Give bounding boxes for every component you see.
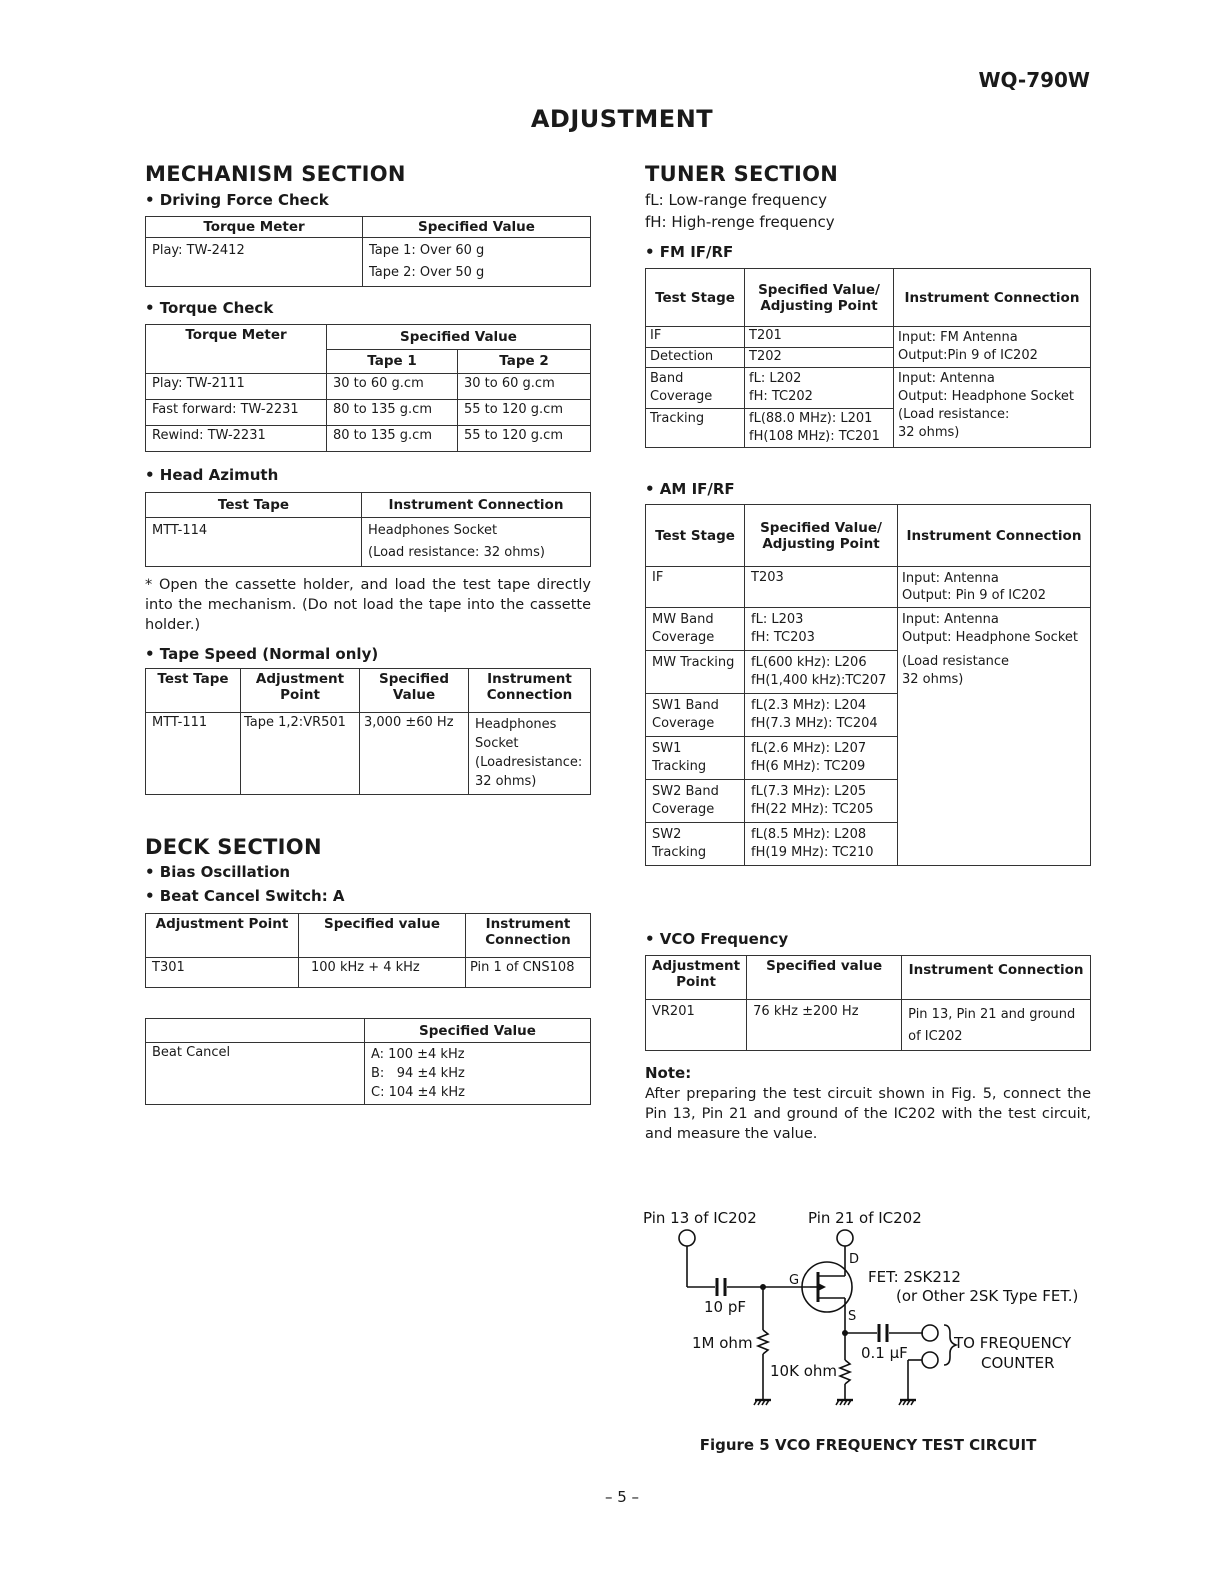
counter-terminal-2 xyxy=(922,1352,938,1368)
junction-dot xyxy=(760,1284,766,1290)
cell: SW1 Band Coverage xyxy=(646,694,745,737)
conn-cell xyxy=(894,327,1091,368)
conn-cell xyxy=(362,518,591,567)
value-tape1: Tape 1: Over 60 g xyxy=(369,243,485,258)
beat-cancel-label: Beat Cancel xyxy=(146,1043,365,1105)
head-azimuth-table xyxy=(145,492,591,567)
res1-label: 1M ohm xyxy=(692,1334,753,1352)
driving-force-table xyxy=(145,216,591,287)
col-test-tape: Test Tape xyxy=(146,669,241,713)
cell: Tracking xyxy=(646,409,745,448)
cell: T202 xyxy=(745,347,894,368)
source-label: S xyxy=(848,1309,857,1324)
col-specified-value: Specified value xyxy=(747,956,902,1000)
cell: SW2 Tracking xyxy=(646,823,745,866)
point-line: fH(108 MHz): TC201 xyxy=(749,429,880,444)
conn-cell xyxy=(898,608,1091,866)
value-c: C: 104 ±4 kHz xyxy=(371,1085,465,1100)
point-line: fH(7.3 MHz): TC204 xyxy=(751,716,878,731)
drain-label: D xyxy=(849,1252,860,1267)
cap1-label: 10 pF xyxy=(704,1298,747,1316)
col-specified-value: Specified Value/ Adjusting Point xyxy=(745,505,898,567)
fl-definition: fL: Low-range frequency xyxy=(645,191,828,209)
conn-line: Output: Headphone Socket xyxy=(898,389,1074,404)
pin21-terminal xyxy=(837,1230,853,1246)
cell xyxy=(745,368,894,409)
table-row xyxy=(646,567,1091,608)
conn-line: Input: Antenna xyxy=(898,371,995,386)
table-row xyxy=(146,400,591,426)
blank-header xyxy=(146,1019,365,1043)
point-line: fH: TC202 xyxy=(749,389,813,404)
tuner-section-title: TUNER SECTION xyxy=(645,162,839,186)
point-line: fL(2.6 MHz): L207 xyxy=(751,741,867,756)
point-line: fH(6 MHz): TC209 xyxy=(751,759,866,774)
cap2-label: 0.1 μF xyxy=(861,1344,908,1362)
cell: 80 to 135 g.cm xyxy=(327,400,458,426)
conn-line: of IC202 xyxy=(908,1029,963,1044)
conn-line: Input: Antenna xyxy=(902,571,999,586)
col-test-stage: Test Stage xyxy=(646,505,745,567)
vco-test-circuit xyxy=(640,1200,1110,1430)
vco-table xyxy=(645,955,1091,1051)
cell: 55 to 120 g.cm xyxy=(458,400,591,426)
point-line: fH(1,400 kHz):TC207 xyxy=(751,673,887,688)
cell: T201 xyxy=(745,327,894,348)
note-text: After preparing the test circuit shown in Fig. 5, connect the Pin 13, Pin 21 and ground of the IC202 with the test circuit, and measure the value. xyxy=(645,1086,1091,1142)
col-instrument-connection: Instrument Connection xyxy=(466,914,591,958)
fh-definition: fH: High-renge frequency xyxy=(645,213,835,231)
point-line: fL(600 kHz): L206 xyxy=(751,655,867,670)
cell: T301 xyxy=(146,958,299,988)
conn-line: Pin 13, Pin 21 and ground xyxy=(908,1007,1076,1022)
value-cell: 3,000 ±60 Hz xyxy=(360,713,469,795)
tape-speed-heading: • Tape Speed (Normal only) xyxy=(145,645,379,663)
col-adjustment-point: Adjustment Point xyxy=(241,669,360,713)
col-torque-meter: Torque Meter xyxy=(146,217,363,238)
conn-cell xyxy=(902,1000,1091,1051)
conn-line: 32 ohms) xyxy=(898,425,960,440)
col-tape1: Tape 1 xyxy=(327,349,458,374)
azimuth-note: * Open the cassette holder, and load the test tape directly into the mechanism. (Do not load the tape into the cassette holder.) xyxy=(145,577,591,633)
beat-cancel-table xyxy=(145,1018,591,1105)
beat-cancel-switch-heading: • Beat Cancel Switch: A xyxy=(145,887,345,905)
cell: 55 to 120 g.cm xyxy=(458,426,591,452)
model-number: WQ-790W xyxy=(978,68,1090,92)
conn-line: Output: Headphone Socket xyxy=(902,630,1078,645)
col-specified-value: Specified Value xyxy=(363,217,591,238)
pin13-label: Pin 13 of IC202 xyxy=(643,1209,757,1227)
col-instrument-connection: Instrument Connection xyxy=(894,269,1091,327)
mechanism-section-title: MECHANISM SECTION xyxy=(145,162,406,186)
cell: T203 xyxy=(745,567,898,608)
fet-label: FET: 2SK212 xyxy=(868,1268,961,1286)
gate-arrow xyxy=(818,1283,826,1291)
gate-label: G xyxy=(789,1273,800,1288)
cell: 100 kHz + 4 kHz xyxy=(299,958,466,988)
cell: MW Tracking xyxy=(646,651,745,694)
fm-ifrf-heading: • FM IF/RF xyxy=(645,243,734,261)
conn-line: (Load resistance xyxy=(902,654,1010,669)
col-torque-meter: Torque Meter xyxy=(146,325,327,374)
conn-line: Input: Antenna xyxy=(902,612,999,627)
value-tape2: Tape 2: Over 50 g xyxy=(369,265,485,280)
col-instrument-connection: Instrument Connection xyxy=(902,956,1091,1000)
pin13-terminal xyxy=(679,1230,695,1246)
point-line: fH(19 MHz): TC210 xyxy=(751,845,874,860)
cell: MW Band Coverage xyxy=(646,608,745,651)
cell: IF xyxy=(646,327,745,348)
res2-label: 10K ohm xyxy=(770,1362,837,1380)
col-specified-value: Specified value xyxy=(299,914,466,958)
cell: Detection xyxy=(646,347,745,368)
conn-line: Input: FM Antenna xyxy=(898,330,1018,345)
col-tape2: Tape 2 xyxy=(458,349,591,374)
counter-label-2: COUNTER xyxy=(981,1354,1055,1372)
table-row xyxy=(646,368,1091,409)
col-specified-value: Specified Value xyxy=(360,669,469,713)
value-b: B: 94 ±4 kHz xyxy=(371,1066,465,1081)
cell xyxy=(745,694,898,737)
bias-oscillation-heading: • Bias Oscillation xyxy=(145,863,291,881)
table-row xyxy=(146,374,591,400)
point-cell: Tape 1,2:VR501 xyxy=(241,713,360,795)
conn-cell xyxy=(898,567,1091,608)
value-a: A: 100 ±4 kHz xyxy=(371,1047,465,1062)
torque-check-table xyxy=(145,324,591,452)
page-number: – 5 – xyxy=(604,1488,640,1506)
conn-cell: Headphones Socket (Loadresistance: 32 ohms) xyxy=(469,713,591,795)
cell: SW1 Tracking xyxy=(646,737,745,780)
col-test-stage: Test Stage xyxy=(646,269,745,327)
col-specified-value: Specified Value xyxy=(365,1019,591,1043)
point-line: fL: L203 xyxy=(751,612,804,627)
point-line: fL: L202 xyxy=(749,371,802,386)
counter-terminal-1 xyxy=(922,1325,938,1341)
conn-line: (Load resistance: xyxy=(898,407,1010,422)
point-line: fH: TC203 xyxy=(751,630,815,645)
cell xyxy=(745,409,894,448)
deck-section-title: DECK SECTION xyxy=(145,835,322,859)
value-cell xyxy=(363,238,591,287)
point-line: fL(7.3 MHz): L205 xyxy=(751,784,867,799)
figure-caption: Figure 5 VCO FREQUENCY TEST CIRCUIT xyxy=(699,1436,1037,1454)
meter-cell: Play: TW-2412 xyxy=(146,238,363,287)
point-line: fH(22 MHz): TC205 xyxy=(751,802,874,817)
cell xyxy=(745,651,898,694)
cell: VR201 xyxy=(646,1000,747,1051)
cell: 76 kHz ±200 Hz xyxy=(747,1000,902,1051)
col-specified-value: Specified Value/ Adjusting Point xyxy=(745,269,894,327)
cell: Band Coverage xyxy=(646,368,745,409)
page-title: ADJUSTMENT xyxy=(530,105,714,133)
junction-dot xyxy=(842,1330,848,1336)
note-title: Note: xyxy=(645,1064,692,1082)
col-instrument-connection: Instrument Connection xyxy=(469,669,591,713)
fet-alt-label: (or Other 2SK Type FET.) xyxy=(896,1287,1079,1305)
col-instrument-connection: Instrument Connection xyxy=(898,505,1091,567)
cell: Play: TW-2111 xyxy=(146,374,327,400)
am-ifrf-table xyxy=(645,504,1091,866)
vco-frequency-heading: • VCO Frequency xyxy=(645,930,789,948)
conn-line: 32 ohms) xyxy=(902,672,964,687)
point-line: fL(2.3 MHz): L204 xyxy=(751,698,867,713)
cell: Fast forward: TW-2231 xyxy=(146,400,327,426)
am-ifrf-heading: • AM IF/RF xyxy=(645,480,735,498)
conn-line2: (Load resistance: 32 ohms) xyxy=(368,545,545,560)
cell: 30 to 60 g.cm xyxy=(458,374,591,400)
conn-cell xyxy=(894,368,1091,448)
cell: Rewind: TW-2231 xyxy=(146,426,327,452)
cell xyxy=(745,608,898,651)
table-row xyxy=(146,426,591,452)
point-line: fL(8.5 MHz): L208 xyxy=(751,827,867,842)
cell xyxy=(745,823,898,866)
table-row xyxy=(646,608,1091,651)
point-line: fL(88.0 MHz): L201 xyxy=(749,411,873,426)
bias-table xyxy=(145,913,591,988)
conn-line1: Headphones Socket xyxy=(368,523,498,538)
table-row xyxy=(646,327,1091,348)
fm-ifrf-table xyxy=(645,268,1091,448)
driving-force-heading: • Driving Force Check xyxy=(145,191,329,209)
col-instrument-connection: Instrument Connection xyxy=(362,493,591,518)
conn-line: Output:Pin 9 of IC202 xyxy=(898,348,1038,363)
col-specified-value: Specified Value xyxy=(327,325,591,350)
tape-cell: MTT-111 xyxy=(146,713,241,795)
cell: 30 to 60 g.cm xyxy=(327,374,458,400)
pin21-label: Pin 21 of IC202 xyxy=(808,1209,922,1227)
head-azimuth-heading: • Head Azimuth xyxy=(145,466,279,484)
tape-speed-table xyxy=(145,668,591,795)
col-adjustment-point: Adjustment Point xyxy=(646,956,747,1000)
conn-line: Output: Pin 9 of IC202 xyxy=(902,588,1046,603)
cell: 80 to 135 g.cm xyxy=(327,426,458,452)
cell: SW2 Band Coverage xyxy=(646,780,745,823)
cell xyxy=(745,737,898,780)
beat-cancel-values xyxy=(365,1043,591,1105)
col-adjustment-point: Adjustment Point xyxy=(146,914,299,958)
cell xyxy=(745,780,898,823)
tape-cell: MTT-114 xyxy=(146,518,362,567)
cell: Pin 1 of CNS108 xyxy=(466,958,591,988)
cell: IF xyxy=(646,567,745,608)
col-test-tape: Test Tape xyxy=(146,493,362,518)
counter-label-1: TO FREQUENCY xyxy=(954,1334,1072,1352)
torque-check-heading: • Torque Check xyxy=(145,299,274,317)
